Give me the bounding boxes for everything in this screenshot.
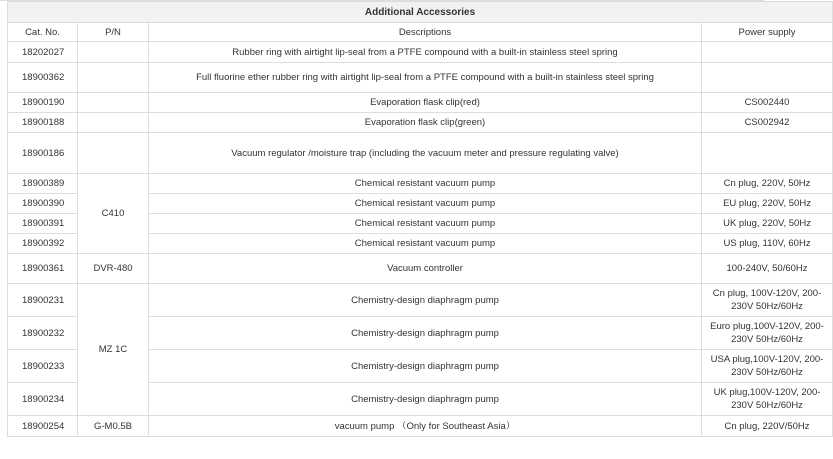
cell-pn <box>78 93 149 113</box>
cell-cat-no: 18900234 <box>8 383 78 416</box>
cell-pn: G-M0.5B <box>78 416 149 437</box>
table-row <box>8 254 833 284</box>
cell-cat-no: 18900232 <box>8 317 78 350</box>
cell-description: vacuum pump （Only for Southeast Asia） <box>149 416 702 437</box>
cell-pn <box>78 133 149 174</box>
cell-description: Chemical resistant vacuum pump <box>149 214 702 234</box>
header-power-supply: Power supply <box>702 23 833 42</box>
cell-cat-no: 18900254 <box>8 416 78 437</box>
header-cat-no: Cat. No. <box>8 23 78 42</box>
header-pn: P/N <box>78 23 149 42</box>
table-row <box>8 42 833 63</box>
table-title-row <box>8 2 833 23</box>
cell-cat-no: 18202027 <box>8 42 78 63</box>
table-row <box>8 416 833 437</box>
cell-cat-no: 18900390 <box>8 194 78 214</box>
cell-cat-no: 18900188 <box>8 113 78 133</box>
table-row <box>8 133 833 174</box>
cell-description: Chemistry-design diaphragm pump <box>149 284 702 317</box>
cell-cat-no: 18900231 <box>8 284 78 317</box>
table-title: Additional Accessories <box>8 2 833 23</box>
cell-description: Vacuum controller <box>149 254 702 284</box>
cell-cat-no: 18900361 <box>8 254 78 284</box>
cell-pn-merged: MZ 1C <box>78 284 149 416</box>
cell-power-supply: CS002440 <box>702 93 833 113</box>
cell-power-supply: Cn plug, 220V, 50Hz <box>702 174 833 194</box>
cell-description: Full fluorine ether rubber ring with airtight lip-seal from a PTFE compound with a built-in stainless steel spring <box>149 63 702 93</box>
cell-cat-no: 18900389 <box>8 174 78 194</box>
cell-power-supply: 100-240V, 50/60Hz <box>702 254 833 284</box>
cell-description: Evaporation flask clip(red) <box>149 93 702 113</box>
table-header-row <box>8 23 833 42</box>
cell-cat-no: 18900362 <box>8 63 78 93</box>
cell-cat-no: 18900186 <box>8 133 78 174</box>
cell-power-supply <box>702 63 833 93</box>
cell-power-supply: Euro plug,100V-120V, 200-230V 50Hz/60Hz <box>702 317 833 350</box>
cell-description: Chemical resistant vacuum pump <box>149 234 702 254</box>
cell-description: Chemistry-design diaphragm pump <box>149 317 702 350</box>
cell-power-supply <box>702 42 833 63</box>
cell-power-supply: UK plug,100V-120V, 200-230V 50Hz/60Hz <box>702 383 833 416</box>
table-row <box>8 284 833 317</box>
cell-cat-no: 18900190 <box>8 93 78 113</box>
cell-power-supply: Cn plug, 100V-120V, 200-230V 50Hz/60Hz <box>702 284 833 317</box>
cell-description: Evaporation flask clip(green) <box>149 113 702 133</box>
cell-power-supply: CS002942 <box>702 113 833 133</box>
cell-cat-no: 18900233 <box>8 350 78 383</box>
cell-power-supply <box>702 133 833 174</box>
cell-description: Vacuum regulator /moisture trap (including the vacuum meter and pressure regulating valve) <box>149 133 702 174</box>
table-row <box>8 174 833 194</box>
table-row <box>8 63 833 93</box>
cell-pn-merged: C410 <box>78 174 149 254</box>
cell-pn <box>78 42 149 63</box>
cell-description: Rubber ring with airtight lip-seal from a PTFE compound with a built-in stainless steel spring <box>149 42 702 63</box>
cell-power-supply: Cn plug, 220V/50Hz <box>702 416 833 437</box>
cell-power-supply: USA plug,100V-120V, 200-230V 50Hz/60Hz <box>702 350 833 383</box>
cell-cat-no: 18900391 <box>8 214 78 234</box>
cell-power-supply: US plug, 110V, 60Hz <box>702 234 833 254</box>
cell-description: Chemical resistant vacuum pump <box>149 194 702 214</box>
cell-pn <box>78 63 149 93</box>
cell-description: Chemical resistant vacuum pump <box>149 174 702 194</box>
header-descriptions: Descriptions <box>149 23 702 42</box>
cell-description: Chemistry-design diaphragm pump <box>149 350 702 383</box>
cell-description: Chemistry-design diaphragm pump <box>149 383 702 416</box>
cell-cat-no: 18900392 <box>8 234 78 254</box>
table-row <box>8 113 833 133</box>
cell-power-supply: EU plug, 220V, 50Hz <box>702 194 833 214</box>
cell-power-supply: UK plug, 220V, 50Hz <box>702 214 833 234</box>
cell-pn <box>78 113 149 133</box>
accessories-table <box>7 1 833 437</box>
cell-pn: DVR-480 <box>78 254 149 284</box>
table-row <box>8 93 833 113</box>
